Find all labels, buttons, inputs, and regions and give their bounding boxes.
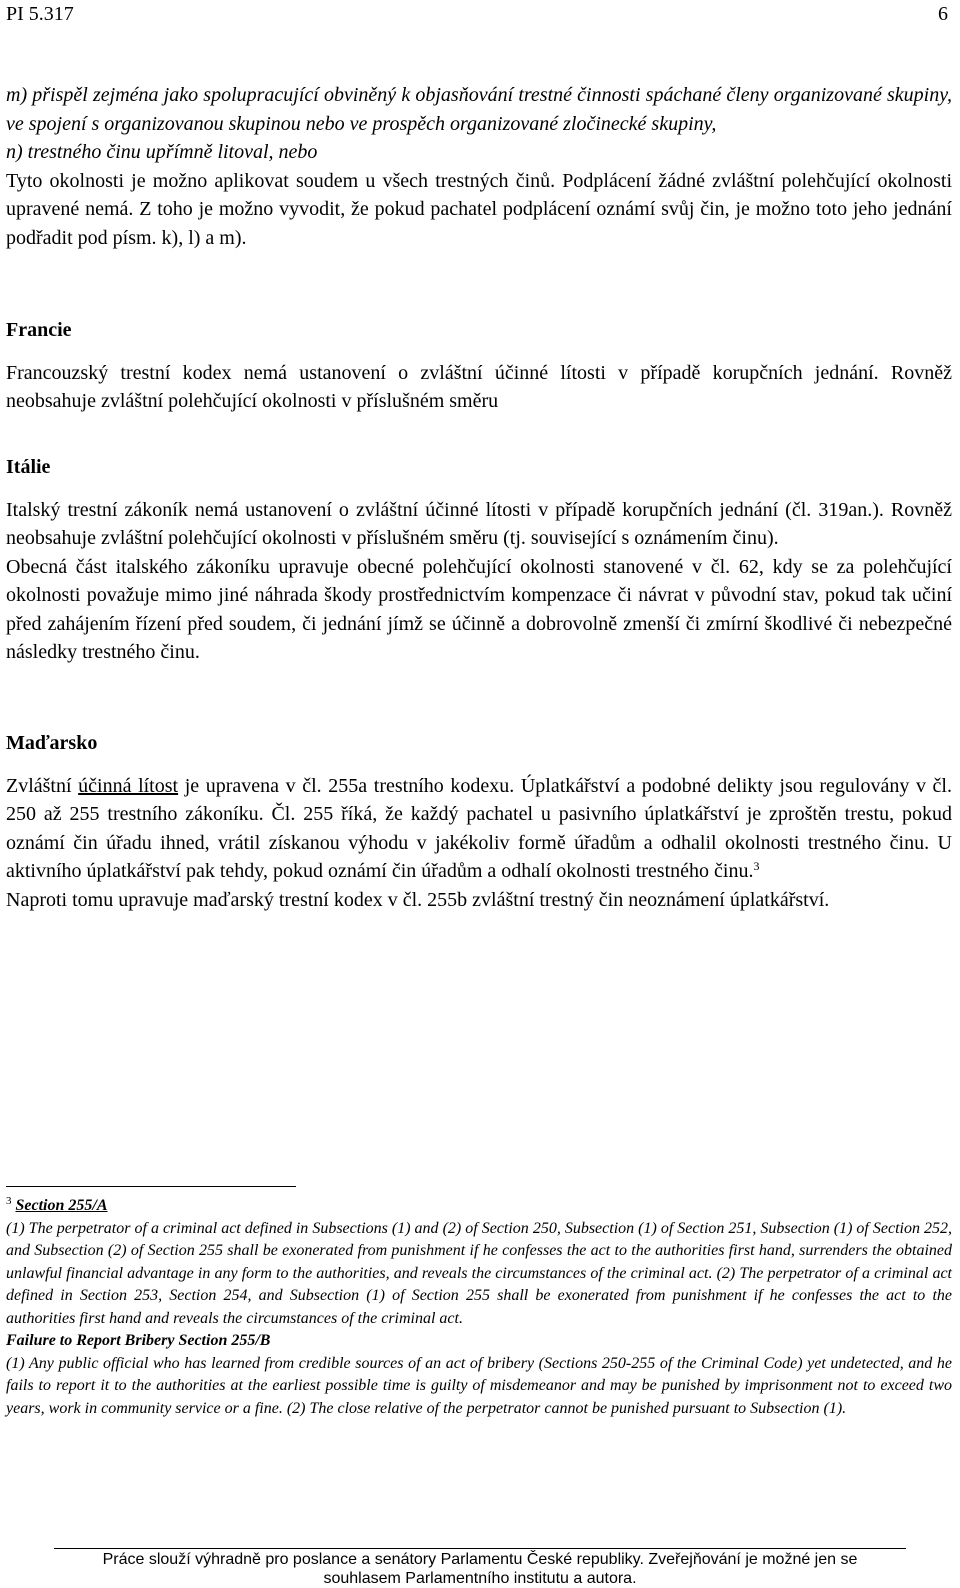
footnote-title-1 [6, 1195, 952, 1218]
footnote-block [6, 1195, 952, 1420]
italy-paragraph-2: Obecná část italského zákoníku upravuje obecné polehčující okolnosti stanovené v čl. 62, kdy se za polehčující okolnosti považuje mimo jiné náhrada škody prostřednictvím kompenzace či návrat v původní stav, pokud tak učiní před zahájením řízení před soudem, či jednání jímž se účinně a dobrovolně zmenší či zmírní škodlivé či nebezpečné následky trestného činu. [6, 555, 952, 663]
effective-remorse-term: účinná lítost [78, 774, 179, 797]
footnote-title-2: Failure to Report Bribery Section 255/B [6, 1332, 271, 1349]
footnote-section-title: Section 255/A [15, 1197, 108, 1214]
footer-line-1: Práce slouží výhradně pro poslance a senátory Parlamentu České republiky. Zveřejňování je možné jen se [102, 1551, 858, 1568]
list-item-m: m) přispěl zejména jako spolupracující obviněný k objasňování trestné činnosti spáchané členy organizované skupiny, ve spojení s organizovanou skupinou nebo ve prospěch organizované zločinecké skupiny, [6, 84, 952, 135]
footnote-number: 3 [6, 1195, 12, 1207]
hungary-section [6, 729, 952, 914]
footnote-text-2: (1) Any public official who has learned from credible sources of an act of bribery (Sections 250-255 of the Criminal Code) yet undetected, and he fails to report it to the authorities at the earliest possible time is guilty of misdemeanor and may be punished by imprisonment not to exceed two years, work in community service or a fine. (2) The close relative of the perpetrator cannot be punished pursuant to Subsection (1). [6, 1354, 952, 1417]
page-footer [0, 1550, 960, 1588]
france-paragraph: Francouzský trestní kodex nemá ustanovení o zvláštní účinné lítosti v případě korupčních jednání. Rovněž neobsahuje zvláštní polehčující okolnosti v příslušném směru [6, 361, 952, 412]
document-id: PI 5.317 [6, 3, 74, 25]
hungary-paragraph-1 [6, 772, 952, 886]
list-item-n: n) trestného činu upřímně litoval, nebo [6, 141, 318, 163]
footnote-reference[interactable]: 3 [753, 859, 760, 873]
section-heading-france: Francie [6, 319, 72, 341]
intro-section [6, 81, 952, 252]
hungary-text-pre: Zvláštní [6, 774, 79, 797]
france-section [6, 316, 952, 416]
footer-line-2: souhlasem Parlamentního institutu a autora. [323, 1570, 637, 1587]
intro-paragraph: Tyto okolnosti je možno aplikovat soudem u všech trestných činů. Podplácení žádné zvláštní polehčující okolnosti upravené nemá. Z toho je možno vyvodit, že pokud pachatel podplácení oznámí svůj čin, je možno toto jeho jednání podřadit pod písm. k), l) a m). [6, 169, 952, 249]
hungary-text-post: je upravena v čl. 255a trestního kodexu. Úplatkářství a podobné delikty jsou regulovány v čl. 250 až 255 trestního zákoníku. Čl. 255 říká, že každý pachatel u pasivního úplatkářství je zproštěn trestu, pokud oznámí čin úřadu ihned, vrátil získanou výhodu v jakékoliv formě úřadům a odhalil okolnosti trestného činu. U aktivního úplatkářství pak tehdy, pokud oznámí čin úřadům a odhalí okolnosti trestného činu. [6, 774, 952, 882]
italy-paragraph-1: Italský trestní zákoník nemá ustanovení o zvláštní účinné lítosti v případě korupčních jednání (čl. 319an.). Rovněž neobsahuje zvláštní polehčující okolnosti v příslušném směru (tj. související s oznámením činu). [6, 498, 952, 549]
section-heading-italy: Itálie [6, 456, 51, 478]
page-number: 6 [938, 3, 948, 25]
hungary-paragraph-2: Naproti tomu upravuje maďarský trestní kodex v čl. 255b zvláštní trestný čin neoznámení úplatkářství. [6, 888, 830, 911]
italy-section [6, 453, 952, 667]
footnote-separator [6, 1186, 296, 1187]
footnote-text-1: (1) The perpetrator of a criminal act defined in Subsections (1) and (2) of Section 250, Subsection (1) of Section 251, Subsection (1) of Section 252, and Subsection (2) of Section 255 shall be exonerated from punishment if he confesses the act to the authorities first hand, surrenders the obtained unlawful financial advantage in any form to the authorities, and reveals the circumstances of the criminal act. (2) The perpetrator of a criminal act defined in Section 253, Section 254, and Subsection (1) of Section 255 shall be exonerated from punishment if he confesses the act to the authorities first hand and reveals the circumstances of the criminal act. [6, 1219, 952, 1327]
footer-separator [54, 1548, 906, 1549]
section-heading-hungary: Maďarsko [6, 732, 98, 754]
